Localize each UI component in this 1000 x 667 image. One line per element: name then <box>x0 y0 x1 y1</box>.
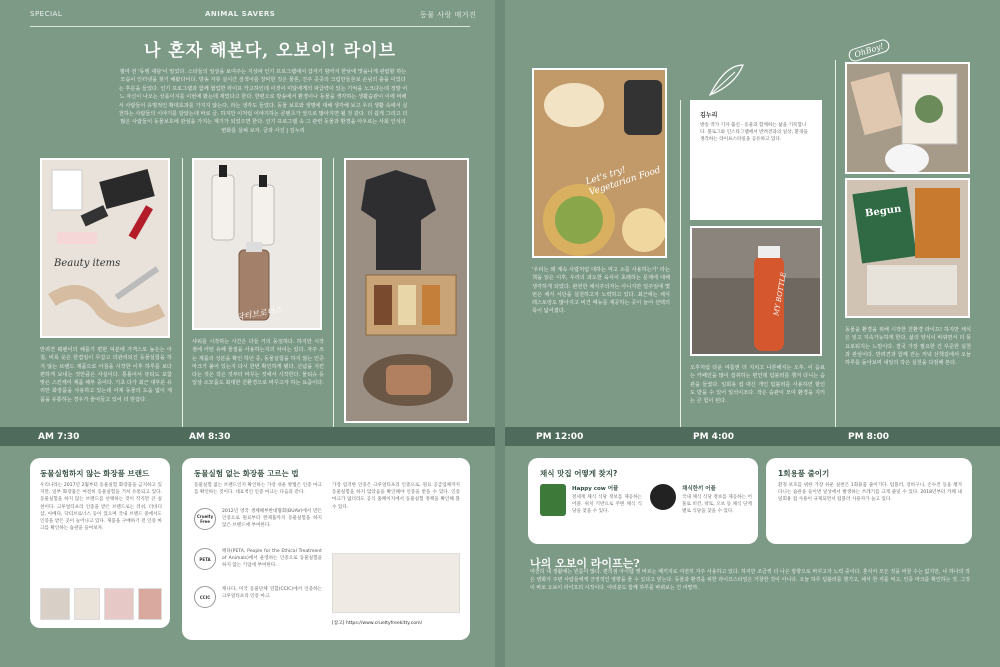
app-description: 국내 채식 식당 정보를 제공하는 어플로 비건, 락토, 오보 등 채식 단계별로 식당을 찾을 수 있다. <box>682 495 752 515</box>
closing-title: 나의 오보이 라이프는? <box>530 557 640 570</box>
column-divider <box>182 158 183 428</box>
product-thumb <box>40 588 70 620</box>
happycow-app-icon[interactable] <box>540 484 566 516</box>
brand-label: ANIMAL SAVERS <box>205 10 276 18</box>
bottle-label: MY BOTTLE <box>772 271 788 317</box>
card-text-right: 가장 엄격한 인증은 크루얼티프리 인증으로, 원료 공급업체까지 동물실험을 하지 않았음을 확인해야 인증을 받을 수 있다. 인증 마크가 없더라도 공식 홈페이지에서 동물실험 정책을 확인해 볼 수 있다. <box>332 483 460 510</box>
vegetarian-food-photo <box>532 68 667 258</box>
card-text: 환경 보호를 위한 가장 쉬운 실천은 1회용품 줄이기다. 텀블러, 장바구니, 손수건 등을 챙겨 다니는 습관을 들이면 일상에서 발생하는 쓰레기를 크게 줄일 수 있다. 2018년부터 카페 내 일회용 컵 사용이 규제되면서 텀블러 사용자가 늘고 있다. <box>778 483 962 503</box>
peta-logo: PETA <box>194 548 216 570</box>
cert-description: 페타(PETA, People for the Ethical Treatment of Animals)에서 운영하는 인증으로 동물실험을 하지 않는 기업에 부여한다. <box>222 549 322 569</box>
info-card-certification <box>182 458 470 640</box>
time-label: PM 12:00 <box>536 432 584 442</box>
shampoo-photo <box>192 158 322 330</box>
column-text: 동물을 환경을 위해 시작한 친환경 라이프! 하지만 채식은 잊고 지속가능하게 한다. 삶의 양식이 바뀌면서 더 풍요로워지는 느낌이다. 결국 가장 필요한 건 꾸준한 실천과 관심이다. 반려견과 함께 걷는 저녁 산책길에서 오늘 하루를 돌아보며 내일의 작은 실천을 다짐해 본다. <box>845 327 971 367</box>
info-card-vegan-apps <box>528 458 758 544</box>
photo-caption: 닥터브로너스 <box>235 305 283 322</box>
product-thumb <box>74 588 100 620</box>
leaf-doodle-icon <box>705 60 745 100</box>
section-label: SPECIAL <box>30 10 63 18</box>
eco-books-photo <box>845 178 970 318</box>
time-label: AM 8:30 <box>189 432 231 442</box>
ccic-logo: CCIC <box>194 586 216 608</box>
photo-caption: Beauty items <box>54 258 121 269</box>
eco-products-photo <box>344 158 469 423</box>
column-divider <box>680 100 681 427</box>
time-label: AM 7:30 <box>38 432 80 442</box>
cert-description: 2012년 영국 생체해부반대협회(BUAV)에서 만든 인증으로 원료부터 완제품까지 동물실험을 하지 않은 브랜드에 부여한다. <box>222 509 322 529</box>
book-title: Begun <box>864 203 902 220</box>
bottle-illustration <box>692 228 822 356</box>
card-title: 동물실험 없는 화장품 고르는 법 <box>194 469 299 478</box>
card-intro: 동물실험 없는 브랜드인지 확인하는 가장 쉬운 방법은 인증 마크를 확인하는 것이다. 대표적인 인증 마크는 다음과 같다. <box>194 483 322 496</box>
card-title: 1회용품 줄이기 <box>778 469 830 478</box>
cert-description: 캐나다, 미국 동물단체 연합(CCIC)에서 인증하는 크루얼티프리 인증 마크. <box>222 587 322 600</box>
tumbler-photo <box>690 226 822 356</box>
column-divider <box>835 60 836 427</box>
info-card-brands <box>30 458 170 628</box>
card-text: 우리나라는 2017년 2월부터 동물실험 화장품을 금지하고 있지만, 일부 화장품은 여전히 동물실험을 거쳐 유통되고 있다. 동물실험을 하지 않는 브랜드를 선택하는 것이 작지만 큰 실천이다. 크루얼티프리 인증을 받은 브랜드로는 러쉬, 더바디샵, 아베다, 닥터브로너스 등이 있으며 국내 브랜드 중에서도 인증을 받은 곳이 늘어나고 있다. 제품을 구매하기 전 인증 마크를 확인하는 습관을 들여보자. <box>40 483 162 532</box>
page-gutter <box>495 0 505 667</box>
column-text: '우리는 왜 계속 사람처럼 대하는 먹고 소를 사용하는가' 라는 책을 읽은 이후, 우리의 과도한 육식이 초래하는 문제에 대해 생각하게 되었다. 완전한 채식주의자는 아니지만 일주일에 몇 번은 채식 식단을 실천하고자 노력하고 있다. 최근에는 채식 레스토랑도 많아지고 비건 메뉴를 제공하는 곳이 늘어 선택의 폭이 넓어졌다. <box>532 267 670 315</box>
app-name: 채식한끼 어플 <box>682 486 716 492</box>
ohboy-badge: OhBoy! <box>847 38 891 63</box>
card-title: 채식 맛집 어떻게 찾지? <box>540 469 618 478</box>
source-link[interactable]: [참고] https://www.crueltyfreekitty.com/ <box>332 621 423 626</box>
column-text: 반려견 웨웬이의 해를기 편한 덕분에 가격스로 높은는 아침, 비록 옷은 한겹일이 무갑고 의관리되진 동물실험을 하지 않는 브랜드 제품으로 아침을 시작한 이후 하루를 보다 편하게 보내는 것만큼은 사실이다. 통틀어서 뷰티도 포함 맞은 스킨케어 제품 해부 중이다. 기초 다가 최근 대부분 유리만 화장품을 사용하고 있는데 이제 동물의 도움 없이 제품을 유통하는 경우가 줄어들고 있어 더 반갑다. <box>40 347 172 403</box>
card-title: 동물실험하지 않는 화장품 브랜드 <box>40 469 150 478</box>
time-label: PM 8:00 <box>848 432 890 442</box>
beauty-items-photo <box>40 158 170 338</box>
product-thumb <box>104 588 134 620</box>
author-bio: 방송 작가 기자 출신 · 동물과 함께하는 삶을 기록합니다. 블로그와 인스타그램에서 반려견과의 일상, 환경을 생각하는 라이프스타일을 공유하고 있다. <box>700 123 808 143</box>
products-illustration <box>346 160 469 423</box>
dog-magazine-photo <box>845 62 970 174</box>
dog-silhouette-icon <box>785 188 825 218</box>
column-divider <box>333 158 334 428</box>
article-title: 나 혼자 해본다, 오보이! 라이브 <box>143 41 397 61</box>
app-name: Happy cow 어플 <box>572 486 619 492</box>
info-card-disposables <box>766 458 972 544</box>
books-illustration <box>847 180 970 318</box>
magazine-illustration <box>847 64 970 174</box>
column-text: 샤워를 시작하는 시간은 다들 거의 동일하다. 하지만 시작점에 어떤 유해 물질을 사용하는지의 차이는 있다. 자주 쓰는 제품의 성분을 확인 하던 중, 동물실험을 하지 않는 인증 마크가 붙어 있는지 다시 한번 확인하게 됐다. 신념을 지킨다는 것은 작은 것부터 바꾸는 것에서 시작한다. 물티슈 등 일상 소모품도 최대한 친환경으로 바꾸고자 하는 요즘이다. <box>192 339 324 387</box>
bottles-photo <box>332 553 460 613</box>
article-intro: 필마 전 '동행 대담'이 밀었다. 스타들의 일상을 보여주는 지상파 인기 프로그램에서 갑자기 밤까지 한낮에 맛을나게 관람할 하는 모습이 인터넷을 찾기 해왔다이다. 방송 자류 실시간 검색어를 장악한 것은 물론, 진주 곳곳의 크림만들론보 손님의 출을 이었다는 후문을 들었다. 인기 프로그램과 함께 협업한 라이프 카고하인데 이것이 미달에게의 파급력이 있는 기억을 노크다는데 정말 어느 자신이 나오는 상품이지를 이번에 봤는데 재밌다고 한다. 한편으로 방송에서 환경이나 동물을 생각하는 생활습관이 이에 비해서 사람들이 유명적인 확대효과를 가지지 않는다, 라는 생각도 들었다. 동물 보호와 생명에 대해 생각해 보고 우리 생활 속에서 실천하는 사람들의 이야기를 담았는데 바로 글. 하지만 이처럼 이야기하는 콘텐츠가 앞으로 많아지면 될 것 같다. 더 쉽게 그리고 더 많은 사람들이 동물보호에 관심을 가지는 계기가 되었으면 한다. 인기 프로그램 속 그 관련 동물과 환경을 아우르는 사회 인식의 변화를 살펴 보자. 글과 사진 | 김누리 <box>118 69 408 134</box>
closing-text: 여전히 내 생활에는 빈틈이 많다. 편의점 아이템 옛 바르는 패키지로 여전히 자주 사용하고 있다. 하지만 조금씩 더 나은 방향으로 바꾸고자 노력 중이다. 혼자서 모든 것을 바꿀 수는 없지만, 나 하나의 작은 변화가 주변 사람들에게 긍정적인 영향을 줄 수 있다고 믿는다. 동물과 환경을 위한 라이프스타일은 거창한 것이 아니다. 오늘 하루 텀블러를 챙기고, 채식 한 끼를 먹고, 인증 마크를 확인하는 것. 그것이 바로 오보이 라이프의 시작이다. 여러분도 함께 하루를 바꿔보는 건 어떨까. <box>530 569 970 591</box>
beauty-items-illustration <box>42 160 170 338</box>
app-description: 전세계 채식 식당 정보를 제공하는 어플. 위치 기반으로 주변 채식 식당을 찾을 수 있다. <box>572 495 642 515</box>
time-label: PM 4:00 <box>693 432 735 442</box>
bottles-illustration <box>194 160 322 330</box>
column-text: 오후처럼 다운 여름엔 더 지치고 나른해지는 오후. 이 음료는 카페인을 많이 섭취하는 편인데 텀블러를 챙겨 다니는 습관을 들였다. 일회용 컵 대신 개인 텀블러를 사용하면 할인도 받을 수 있어 일석이조다. 작은 습관이 모여 환경을 지키는 큰 힘이 된다. <box>690 365 825 405</box>
author-name: 김누리 <box>700 112 718 119</box>
header-subtitle: 동물 사랑 매거진 <box>420 11 477 19</box>
vegan-meal-app-icon[interactable] <box>650 484 676 510</box>
photo-caption: Let's try! Vegetarian Food <box>584 165 663 198</box>
cruelty-free-logo: Cruelty Free <box>194 508 216 530</box>
header-rule <box>30 26 470 27</box>
product-thumb <box>138 588 162 620</box>
